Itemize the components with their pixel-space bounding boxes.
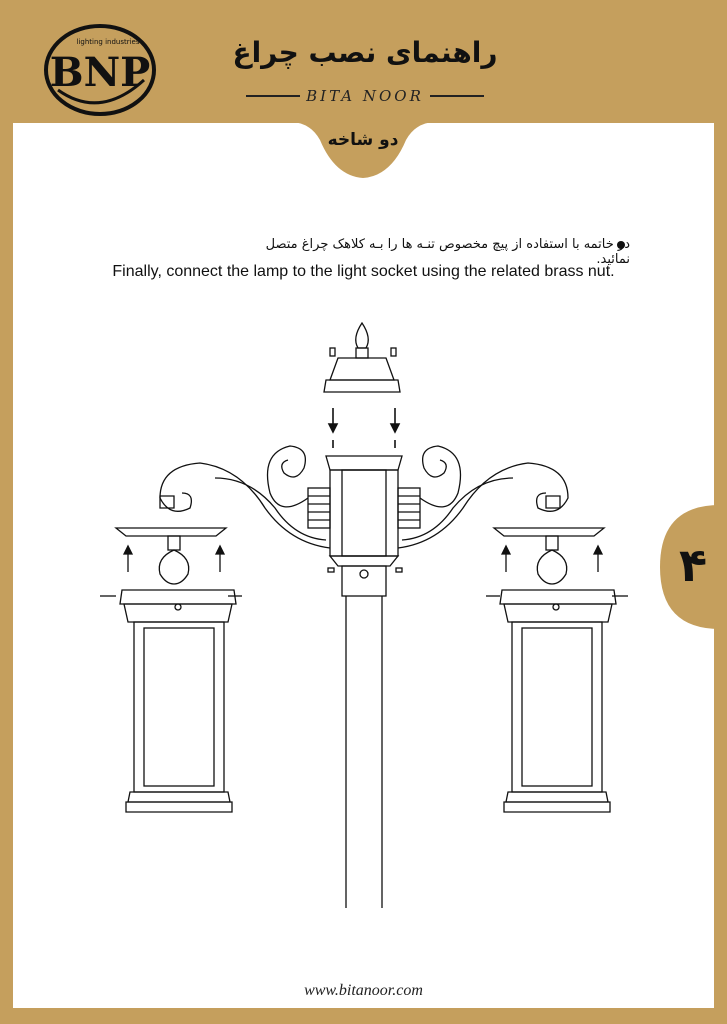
instruction-fa: در خاتمه با استفاده از پیچ مخصوص تنـه ها را بـه کلاهک چراغ متصل نمائید. <box>265 237 630 267</box>
pole <box>346 596 382 908</box>
post-head <box>326 456 402 596</box>
subtitle-row <box>240 86 490 106</box>
divider-right <box>430 95 484 97</box>
instruction-en: Finally, connect the lamp to the light socket using the related brass nut. <box>112 263 615 280</box>
footer-url: www.bitanoor.com <box>304 982 423 999</box>
logo-subtext: lighting industries <box>76 38 140 46</box>
lamp-assembly-diagram <box>90 318 650 918</box>
logo-text: BNP <box>49 49 151 96</box>
left-lantern <box>100 590 242 812</box>
section-label: دو شاخه <box>327 130 399 150</box>
brand-logo <box>40 20 160 120</box>
left-arm <box>160 446 330 548</box>
right-canopy <box>494 496 604 584</box>
right-arm <box>398 446 568 548</box>
top-cap-illustration <box>324 323 400 392</box>
step-number: ۴ <box>678 538 708 592</box>
page-title: راهنمای نصب چراغ <box>232 36 498 69</box>
brand-subtitle: BITA NOOR <box>306 87 424 105</box>
down-arrows <box>329 408 399 448</box>
divider-left <box>246 95 300 97</box>
right-lantern <box>486 590 628 812</box>
